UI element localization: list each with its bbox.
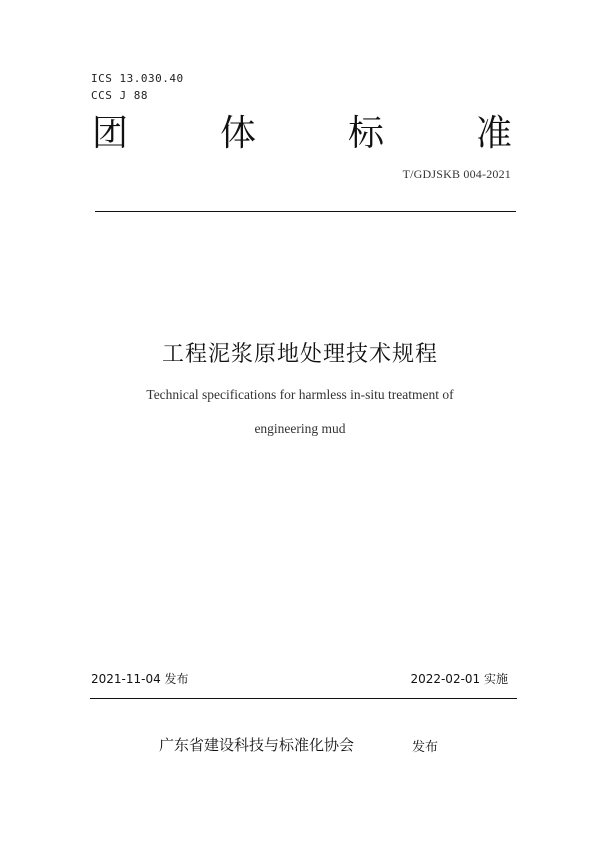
standard-type-char: 团 — [92, 113, 129, 154]
publisher-name: 广东省建设科技与标准化协会 — [159, 736, 355, 754]
standard-type-char: 体 — [219, 113, 256, 154]
standard-type-char: 标 — [347, 113, 384, 154]
standard-type-heading — [92, 112, 512, 156]
bottom-divider — [90, 698, 517, 699]
ccs-code: CCS J 88 — [91, 89, 148, 102]
ics-code: ICS 13.030.40 — [91, 72, 184, 85]
standard-type-char: 准 — [475, 113, 512, 154]
publisher-suffix: 发布 — [412, 740, 439, 755]
standard-number: T/GDJSKB 004-2021 — [402, 167, 511, 181]
title-english-line-1: Technical specifications for harmless in-situ treatment of — [146, 387, 454, 402]
implementation-date: 2022-02-01 实施 — [410, 672, 508, 686]
top-divider — [95, 211, 516, 212]
issue-date: 2021-11-04 发布 — [91, 672, 189, 686]
title-chinese: 工程泥浆原地处理技术规程 — [161, 342, 438, 367]
title-english-line-2: engineering mud — [254, 421, 346, 436]
